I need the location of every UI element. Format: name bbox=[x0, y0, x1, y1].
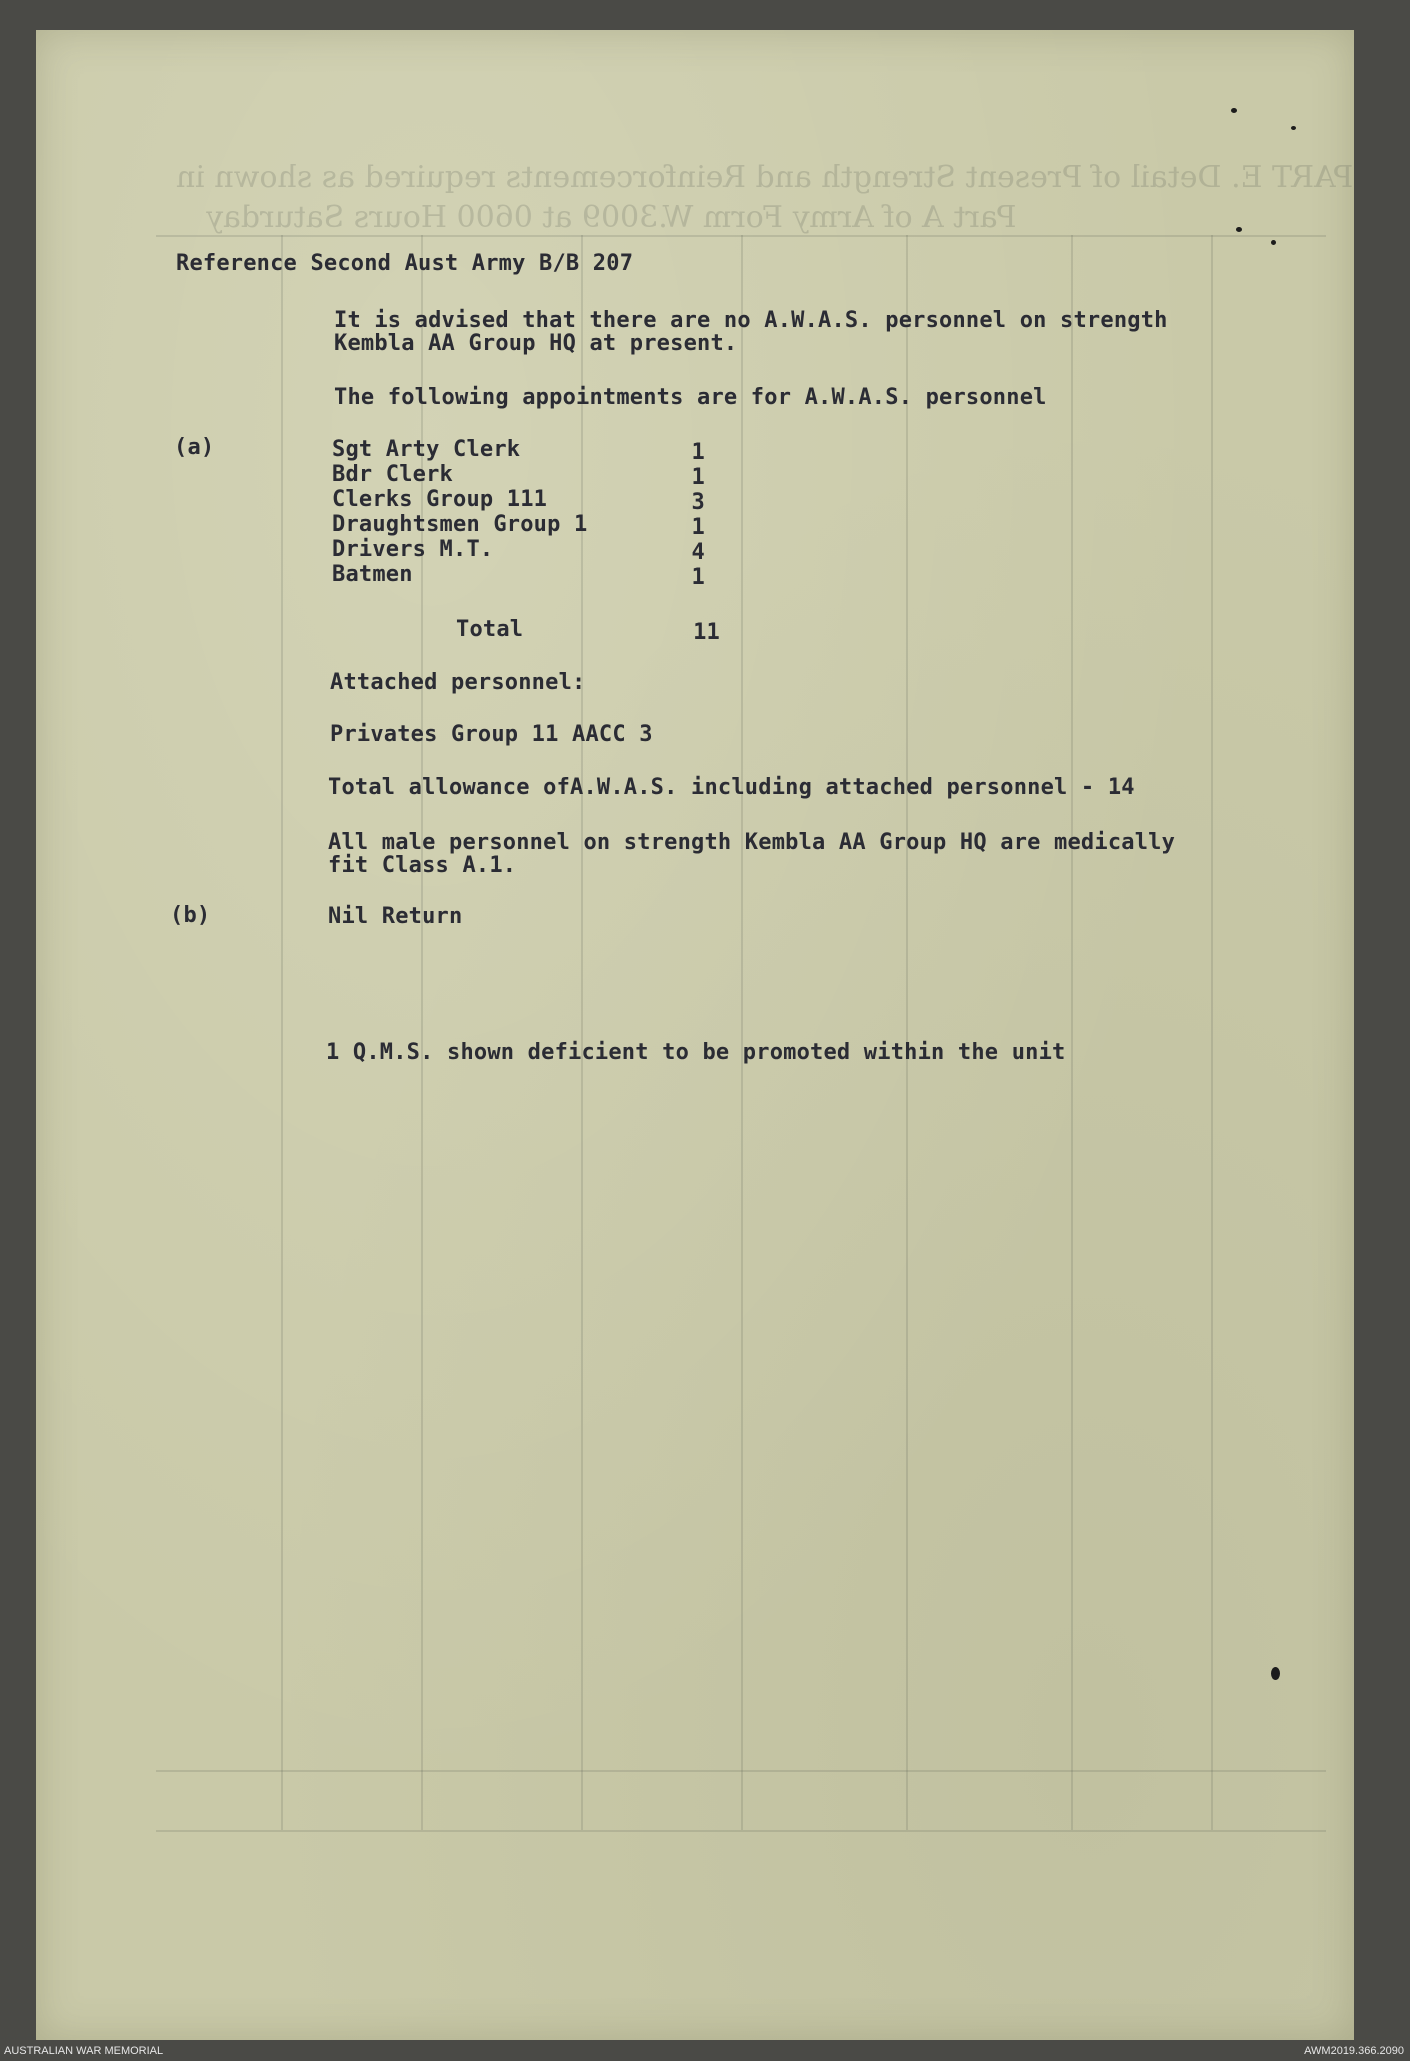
reference-line: Reference Second Aust Army B/B 207 bbox=[176, 251, 634, 276]
appointment-role: Clerks Group 111 bbox=[332, 487, 548, 512]
appointment-qty: 1 bbox=[691, 465, 705, 490]
appointment-qty: 1 bbox=[691, 515, 705, 540]
ink-speck bbox=[1271, 1667, 1280, 1680]
total-label: Total bbox=[456, 617, 524, 642]
para2: The following appointments are for A.W.A.S. personnel bbox=[334, 385, 1047, 410]
label-a: (a) bbox=[174, 435, 215, 460]
ghost-rule bbox=[1071, 235, 1073, 1830]
label-b: (b) bbox=[170, 903, 211, 928]
qms-note: 1 Q.M.S. shown deficient to be promoted within the unit bbox=[326, 1040, 1066, 1065]
appointment-role: Batmen bbox=[332, 562, 413, 587]
medical-line1: All male personnel on strength Kembla AA Group HQ are medically bbox=[328, 830, 1176, 855]
ghost-rule bbox=[156, 1830, 1326, 1832]
attached-line: Privates Group 11 AACC 3 bbox=[330, 722, 653, 747]
ghost-rule bbox=[581, 235, 583, 1830]
attached-heading: Attached personnel: bbox=[330, 670, 586, 695]
ink-speck bbox=[1271, 240, 1276, 245]
para1-line2: Kembla AA Group HQ at present. bbox=[334, 331, 738, 356]
para1-line1: It is advised that there are no A.W.A.S. personnel on strength bbox=[334, 308, 1168, 333]
ghost-rule bbox=[741, 235, 743, 1830]
ghost-text: Part A of Army Form W.3009 at 0600 Hours Saturday bbox=[206, 200, 1017, 235]
ink-speck bbox=[1236, 227, 1242, 232]
appointment-qty: 1 bbox=[691, 440, 705, 465]
footer-right: AWM2019.366.2090 bbox=[1304, 2045, 1404, 2057]
total-value: 11 bbox=[693, 620, 720, 645]
ink-speck bbox=[1291, 126, 1296, 130]
nil-return: Nil Return bbox=[328, 904, 463, 929]
appointment-role: Bdr Clerk bbox=[332, 462, 454, 487]
ghost-rule bbox=[281, 235, 283, 1830]
ghost-rule bbox=[906, 235, 908, 1830]
footer-left: AUSTRALIAN WAR MEMORIAL bbox=[4, 2045, 164, 2057]
medical-line2: fit Class A.1. bbox=[328, 853, 517, 878]
appointment-role: Draughtsmen Group 1 bbox=[332, 512, 588, 537]
appointment-qty: 1 bbox=[691, 565, 705, 590]
ghost-text: PART E. Detail of Present Strength and Reinforcements required as shown in bbox=[176, 160, 1354, 195]
appointment-qty: 3 bbox=[691, 490, 705, 515]
ghost-rule bbox=[1211, 235, 1213, 1830]
document-page bbox=[36, 30, 1354, 2040]
ink-speck bbox=[1231, 108, 1237, 113]
appointment-role: Drivers M.T. bbox=[332, 537, 494, 562]
appointment-qty: 4 bbox=[691, 540, 705, 565]
appointment-role: Sgt Arty Clerk bbox=[332, 437, 521, 462]
total-allowance: Total allowance ofA.W.A.S. including attached personnel - 14 bbox=[328, 775, 1135, 800]
